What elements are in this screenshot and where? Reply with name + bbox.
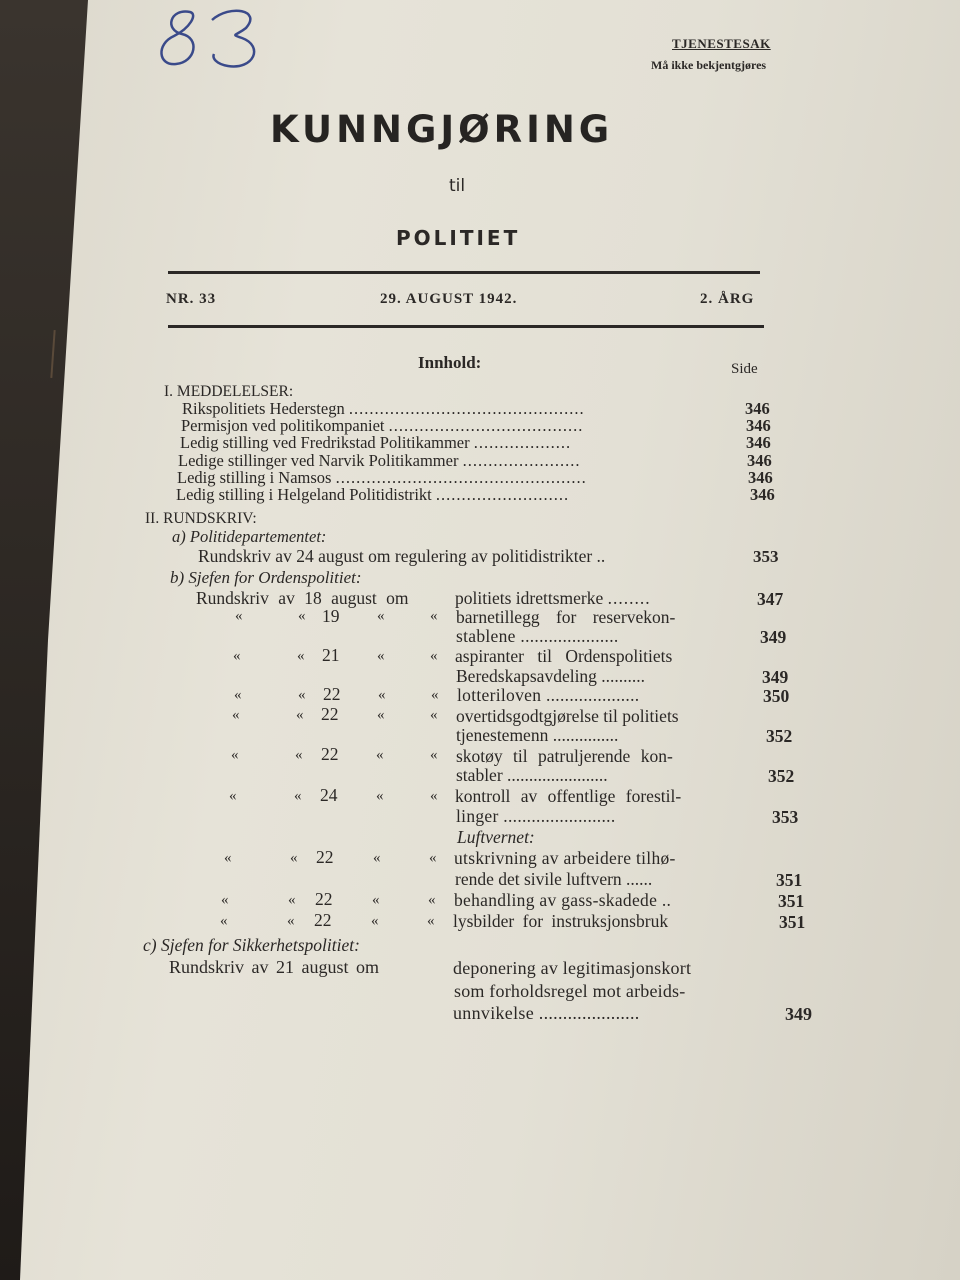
toc-entry: Ledig stilling i Namsos ................................................. xyxy=(177,468,587,487)
toc-page: 353 xyxy=(772,807,799,827)
toc-page: 351 xyxy=(778,891,805,911)
toc-entry-line: overtidsgodtgjørelse til politiets xyxy=(456,706,679,726)
ditto-mark: « xyxy=(235,608,243,624)
bottom-rule xyxy=(168,325,764,328)
toc-entry-prefix: Rundskriv av 21 august om xyxy=(169,957,379,977)
toc-entry: Rundskriv av 24 august om regulering av politidistrikter .. xyxy=(198,546,606,566)
ditto-mark: « xyxy=(376,747,384,763)
toc-page: 349 xyxy=(760,627,787,647)
ditto-mark: « xyxy=(427,913,435,929)
contents-heading: Innhold: xyxy=(418,353,482,372)
handwritten-note-83 xyxy=(150,0,290,80)
toc-page: 351 xyxy=(776,870,803,890)
ditto-day: 21 xyxy=(322,645,340,665)
toc-entry-line: aspiranter til Ordenspolitiets xyxy=(455,646,673,666)
toc-entry: politiets idrettsmerke ........ xyxy=(455,588,651,608)
classification-label: TJENESTESAK xyxy=(672,36,771,51)
ditto-mark: « xyxy=(377,648,385,664)
toc-entry-line: tjenestemenn ............... xyxy=(456,725,619,745)
ditto-mark: « xyxy=(233,648,241,664)
ditto-day: 22 xyxy=(323,684,341,704)
ditto-day: 19 xyxy=(322,606,340,626)
toc-entry-line: utskrivning av arbeidere tilhø- xyxy=(454,848,676,868)
ditto-mark: « xyxy=(428,892,436,908)
toc-page: 353 xyxy=(753,547,779,566)
toc-page: 352 xyxy=(766,726,793,746)
ditto-mark: « xyxy=(232,707,240,723)
toc-entry-line: skotøy til patruljerende kon- xyxy=(456,746,673,766)
toc-entry-line: linger ........................ xyxy=(456,806,616,826)
toc-entry: Rikspolitiets Hederstegn .............................................. xyxy=(182,399,585,418)
toc-page: 346 xyxy=(746,416,771,435)
toc-entry: Ledig stilling ved Fredrikstad Politikammer ................... xyxy=(180,433,572,452)
ditto-mark: « xyxy=(429,850,437,866)
ditto-mark: « xyxy=(298,608,306,624)
toc-entry: Permisjon ved politikompaniet ...................................... xyxy=(181,416,584,435)
toc-page: 347 xyxy=(757,589,784,609)
ditto-mark: « xyxy=(377,707,385,723)
toc-entry-line: lysbilder for instruksjonsbruk xyxy=(453,911,669,931)
ditto-mark: « xyxy=(295,747,303,763)
section-1-heading: I. MEDDELELSER: xyxy=(164,383,294,400)
toc-entry-line: kontroll av offentlige forestil- xyxy=(455,786,682,806)
ditto-mark: « xyxy=(288,892,296,908)
toc-entry-prefix: Rundskriv av 18 august om xyxy=(196,588,409,608)
toc-entry-line: stablene ..................... xyxy=(456,626,619,646)
subsection-c-heading: c) Sjefen for Sikkerhetspolitiet: xyxy=(143,935,360,955)
top-rule xyxy=(168,271,760,274)
toc-entry-line: rende det sivile luftvern ...... xyxy=(455,869,653,889)
issue-number: NR. 33 xyxy=(166,291,217,307)
toc-page: 346 xyxy=(747,451,772,470)
ditto-day: 22 xyxy=(321,704,339,724)
ditto-mark: « xyxy=(229,788,237,804)
ditto-mark: « xyxy=(372,892,380,908)
toc-entry-line: lotteriloven .................... xyxy=(457,685,640,705)
ditto-mark: « xyxy=(221,892,229,908)
toc-page: 346 xyxy=(745,399,770,418)
ditto-mark: « xyxy=(430,707,438,723)
toc-page: 346 xyxy=(748,468,773,487)
luftvernet-heading: Luftvernet: xyxy=(457,827,535,847)
toc-entry-line: behandling av gass-skadede .. xyxy=(454,890,672,910)
toc-entry-line: deponering av legitimasjonskort xyxy=(453,958,692,978)
toc-page: 346 xyxy=(746,433,771,452)
toc-entry: Ledig stilling i Helgeland Politidistrikt .......................... xyxy=(176,485,570,504)
ditto-mark: « xyxy=(296,707,304,723)
ditto-mark: « xyxy=(431,687,439,703)
ditto-mark: « xyxy=(371,913,379,929)
ditto-mark: « xyxy=(220,913,228,929)
ditto-day: 22 xyxy=(316,847,334,867)
ditto-mark: « xyxy=(373,850,381,866)
toc-page: 351 xyxy=(779,912,806,932)
ditto-day: 22 xyxy=(321,744,339,764)
ditto-mark: « xyxy=(298,687,306,703)
toc-page: 346 xyxy=(750,485,775,504)
ditto-mark: « xyxy=(290,850,298,866)
section-2-heading: II. RUNDSKRIV: xyxy=(145,510,257,527)
ditto-mark: « xyxy=(287,913,295,929)
ditto-mark: « xyxy=(430,608,438,624)
ditto-mark: « xyxy=(430,788,438,804)
document-recipient: POLITIET xyxy=(396,226,521,250)
toc-entry-line: stabler ....................... xyxy=(456,765,608,785)
ditto-mark: « xyxy=(376,788,384,804)
toc-entry: Ledige stillinger ved Narvik Politikammer ....................... xyxy=(178,451,581,470)
issue-volume: 2. ÅRG xyxy=(700,291,755,307)
ditto-mark: « xyxy=(231,747,239,763)
ditto-day: 24 xyxy=(320,785,338,805)
ditto-mark: « xyxy=(377,608,385,624)
subsection-b-heading: b) Sjefen for Ordenspolitiet: xyxy=(170,568,362,587)
ditto-day: 22 xyxy=(314,910,332,930)
toc-entry-line: Beredskapsavdeling .......... xyxy=(456,666,646,686)
subsection-a-heading: a) Politidepartementet: xyxy=(172,527,327,546)
toc-entry-line: unnvikelse ..................... xyxy=(453,1003,640,1023)
ditto-mark: « xyxy=(234,687,242,703)
ditto-mark: « xyxy=(297,648,305,664)
toc-page: 352 xyxy=(768,766,795,786)
ditto-mark: « xyxy=(294,788,302,804)
ditto-mark: « xyxy=(224,850,232,866)
toc-entry-line: barnetillegg for reservekon- xyxy=(456,607,676,627)
toc-page: 350 xyxy=(763,686,790,706)
toc-page: 349 xyxy=(785,1004,812,1024)
issue-date: 29. AUGUST 1942. xyxy=(380,291,518,307)
ditto-day: 22 xyxy=(315,889,333,909)
ditto-mark: « xyxy=(430,648,438,664)
title-til: til xyxy=(449,176,466,196)
restriction-label: Må ikke bekjentgjøres xyxy=(651,58,767,72)
ditto-mark: « xyxy=(430,747,438,763)
page-column-heading: Side xyxy=(731,361,758,377)
toc-entry-line: som forholdsregel mot arbeids- xyxy=(454,981,686,1001)
toc-page: 349 xyxy=(762,667,789,687)
ditto-mark: « xyxy=(378,687,386,703)
document-title: KUNNGJØRING xyxy=(270,108,614,151)
